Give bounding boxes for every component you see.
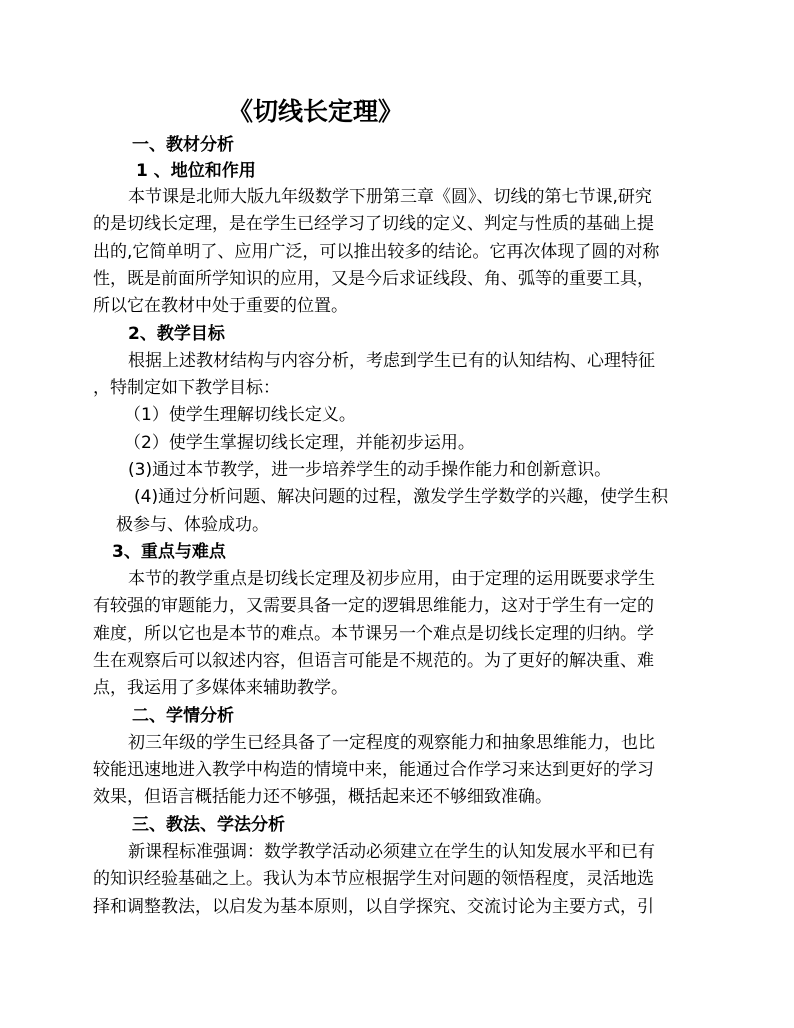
paragraph-line: 性，既是前面所学知识的应用，又是今后求证线段、角、弧等的重要工具， [93, 269, 654, 289]
paragraph-line: 效果，但语言概括能力还不够强，概括起来还不够细致准确。 [93, 787, 552, 807]
paragraph-line: 本节课是北师大版九年级数学下册第三章《圆》、切线的第七节课,研究 [128, 187, 652, 207]
goal-item-3: (3)通过本节教学，进一步培养学生的动手操作能力和创新意识。 [128, 460, 612, 480]
paragraph-line: 生在观察后可以叙述内容，但语言可能是不规范的。为了更好的解决重、难 [93, 651, 654, 671]
goal-item-1: （1）使学生理解切线长定义。 [124, 405, 356, 425]
page-title: 《切线长定理》 [228, 97, 404, 126]
subsection-heading-teaching-goals: 2、教学目标 [128, 324, 225, 344]
paragraph-line: 的是切线长定理，是在学生已经学习了切线的定义、判定与性质的基础上提 [93, 214, 654, 234]
paragraph-line: 难度，所以它也是本节的难点。本节课另一个难点是切线长定理的归纳。学 [93, 624, 654, 644]
paragraph-line: 点，我运用了多媒体来辅助教学。 [93, 678, 348, 698]
section-heading-methods-analysis: 三、教法、学法分析 [132, 815, 285, 835]
paragraph-line: 本节的教学重点是切线长定理及初步应用，由于定理的运用既要求学生 [128, 569, 655, 589]
section-heading-teaching-material: 一、教材分析 [132, 135, 234, 155]
subsection-heading-position-role: 1 、地位和作用 [136, 161, 256, 181]
paragraph-line: 根据上述教材结构与内容分析，考虑到学生已有的认知结构、心理特征 [128, 351, 655, 371]
paragraph-line: 出的,它简单明了、应用广泛，可以推出较多的结论。它再次体现了圆的对称 [93, 242, 660, 262]
paragraph-line: 初三年级的学生已经具备了一定程度的观察能力和抽象思维能力，也比 [128, 733, 655, 753]
subsection-heading-key-points: 3、重点与难点 [112, 542, 226, 562]
paragraph-line: 较能迅速地进入教学中构造的情境中来，能通过合作学习来达到更好的学习 [93, 760, 654, 780]
paragraph-line: 择和调整教法，以启发为基本原则，以自学探究、交流讨论为主要方式，引 [93, 897, 654, 917]
paragraph-line: 的知识经验基础之上。我认为本节应根据学生对问题的领悟程度，灵活地选 [93, 869, 654, 889]
paragraph-line: ，特制定如下教学目标： [93, 378, 280, 398]
goal-item-2: （2）使学生掌握切线长定理，并能初步运用。 [124, 433, 475, 453]
paragraph-line: 有较强的审题能力，又需要具备一定的逻辑思维能力，这对于学生有一定的 [93, 596, 654, 616]
paragraph-line: 极参与、体验成功。 [116, 515, 269, 535]
paragraph-line: 所以它在教材中处于重要的位置。 [93, 296, 348, 316]
section-heading-student-analysis: 二、学情分析 [132, 706, 234, 726]
goal-item-4: (4)通过分析问题、解决问题的过程，激发学生学数学的兴趣，使学生积 [134, 487, 669, 507]
paragraph-line: 新课程标准强调：数学教学活动必须建立在学生的认知发展水平和已有 [128, 842, 655, 862]
